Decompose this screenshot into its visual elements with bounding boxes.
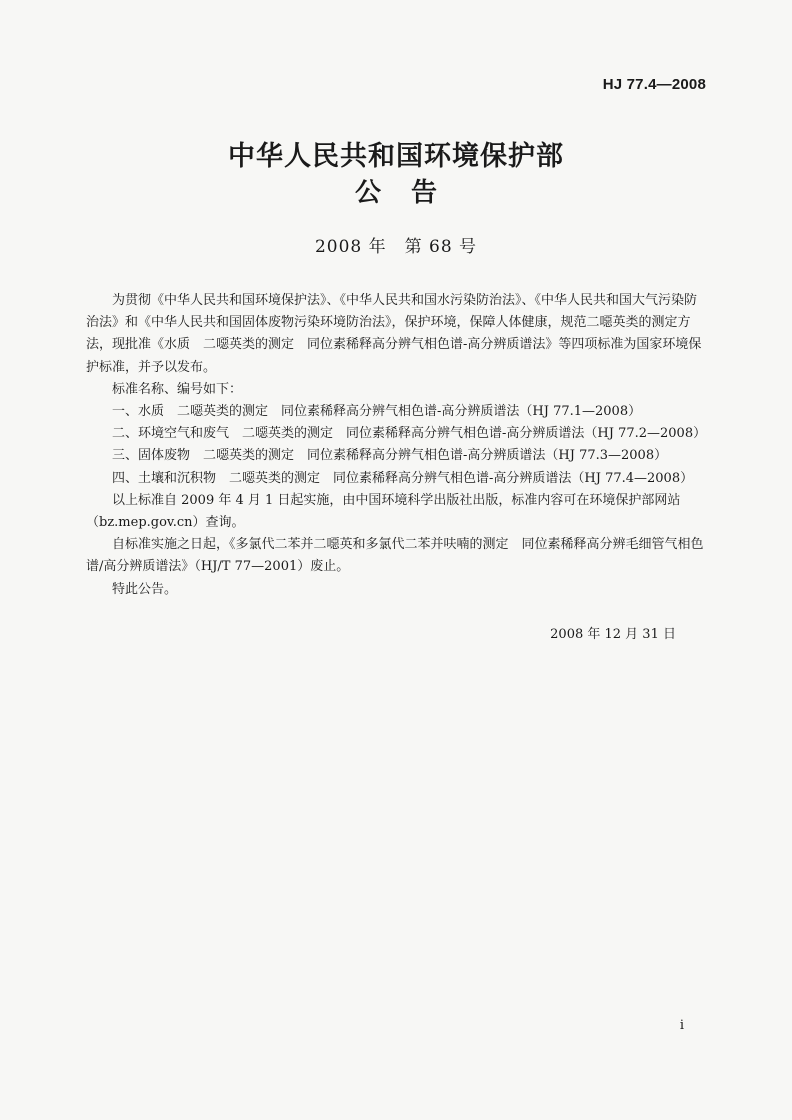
page-title: 中华人民共和国环境保护部 <box>228 141 564 172</box>
page-subtitle: 公告 <box>354 178 467 208</box>
paragraph-list-heading: 标准名称、编号如下： <box>112 381 243 397</box>
issue-number: 2008 年 第 68 号 <box>314 237 478 257</box>
issue-date: 2008 年 12 月 31 日 <box>550 627 676 642</box>
standard-item-2: 二、环境空气和废气 二噁英类的测定 同位素稀释高分辨气相色谱-高分辨质谱法（HJ 77.2—2008） <box>112 426 707 442</box>
paragraph-intro: 为贯彻《中华人民共和国环境保护法》、《中华人民共和国水污染防治法》、《中华人民共和国大气污染防治法》和《中华人民共和国固体废物污染环境防治法》，保护环境，保障人体健康，规范二噁英类的测定方法，现批准《水质 二噁英类的测定 同位素稀释高分辨气相色谱-高分辨质谱法》等四项标准为国家环境保护标准，并予以发布。 <box>86 293 702 375</box>
paragraph-implementation: 以上标准自 2009 年 4 月 1 日起实施，由中国环境科学出版社出版，标准内容可在环境保护部网站（bz.mep.gov.cn）查询。 <box>86 492 681 531</box>
page-number: i <box>679 1018 684 1033</box>
standard-item-1: 一、水质 二噁英类的测定 同位素稀释高分辨气相色谱-高分辨质谱法（HJ 77.1—2008） <box>112 404 642 420</box>
standard-item-3: 三、固体废物 二噁英类的测定 同位素稀释高分辨气相色谱-高分辨质谱法（HJ 77.3—2008） <box>112 448 668 464</box>
paragraph-abolition: 自标准实施之日起，《多氯代二苯并二噁英和多氯代二苯并呋喃的测定 同位素稀释高分辨毛细管气相色谱/高分辨质谱法》（HJ/T 77—2001）废止。 <box>86 537 704 575</box>
standard-code: HJ 77.4—2008 <box>602 76 706 93</box>
standard-item-4: 四、土壤和沉积物 二噁英类的测定 同位素稀释高分辨气相色谱-高分辨质谱法（HJ 77.4—2008） <box>112 470 694 486</box>
paragraph-closing: 特此公告。 <box>112 581 178 597</box>
announcement-body <box>86 290 708 601</box>
